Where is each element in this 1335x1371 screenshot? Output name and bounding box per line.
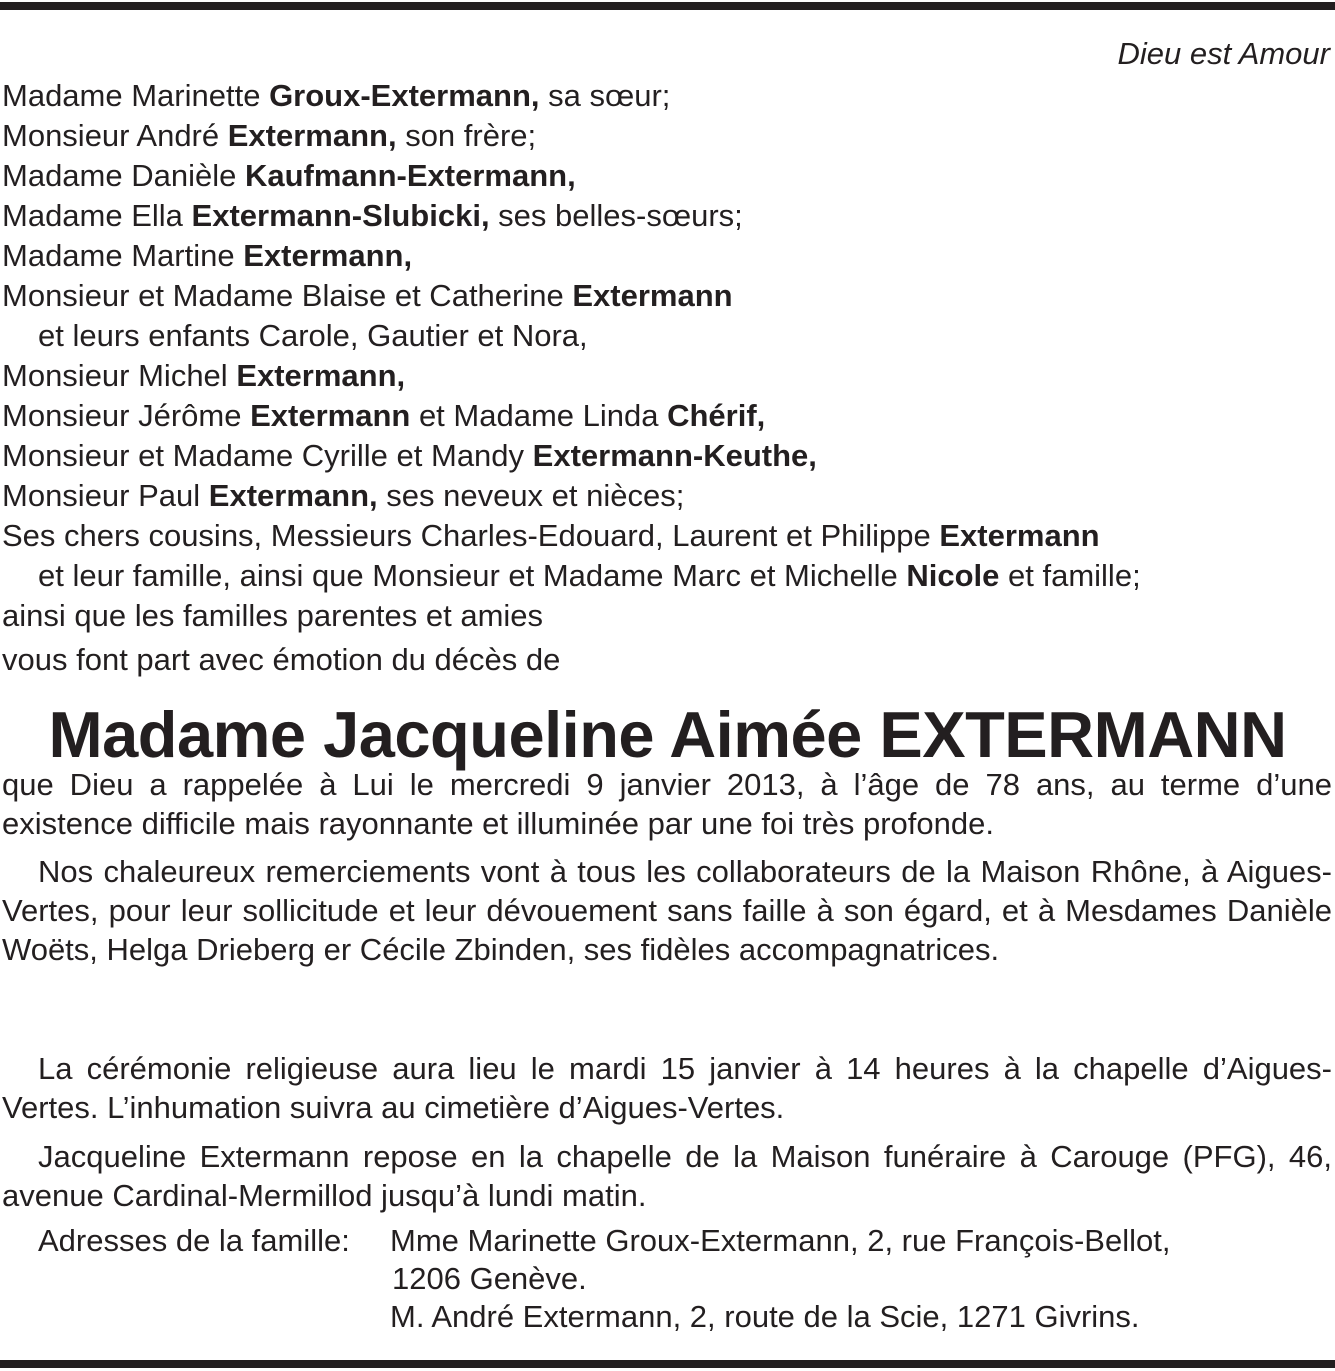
family-line [2, 116, 1332, 156]
bottom-rule [0, 1360, 1335, 1368]
family-text: et leur famille, ainsi que Monsieur et Madame Marc et Michelle [38, 558, 907, 593]
family-text: et Madame Linda [410, 398, 668, 433]
family-text: ses neveux et nièces; [377, 478, 685, 513]
family-name-bold: Chérif, [667, 398, 766, 433]
family-text: Monsieur et Madame Blaise et Catherine [2, 278, 573, 313]
address-line: Mme Marinette Groux-Extermann, 2, rue François-Bellot, [390, 1223, 1171, 1258]
address-line: M. André Extermann, 2, route de la Scie, 1271 Givrins. [390, 1299, 1140, 1334]
family-line [2, 276, 1332, 316]
family-text: Madame Danièle [2, 158, 245, 193]
family-text: Madame Martine [2, 238, 244, 273]
top-rule [0, 2, 1335, 10]
family-text: ainsi que les familles parentes et amies [2, 598, 544, 633]
family-line [2, 316, 1332, 356]
family-text: ses belles-sœurs; [489, 198, 743, 233]
family-text: Monsieur Jérôme [2, 398, 251, 433]
family-text: Madame Marinette [2, 78, 270, 113]
family-line [2, 436, 1332, 476]
family-name-bold: Extermann [572, 278, 733, 313]
addresses-lines [390, 1222, 1170, 1336]
family-text: et leurs enfants Carole, Gautier et Nora, [38, 318, 588, 353]
family-text: Ses chers cousins, Messieurs Charles-Edouard, Laurent et Philippe [2, 518, 940, 553]
deceased-name: Madame Jacqueline Aimée EXTERMANN [48, 698, 1287, 771]
addresses-label: Adresses de la famille: [38, 1223, 350, 1258]
family-line [2, 356, 1332, 396]
family-line [2, 236, 1332, 276]
family-name-bold: Extermann, [227, 118, 397, 153]
address-line: 1206 Genève. [392, 1261, 587, 1296]
family-name-bold: Extermann, [236, 358, 406, 393]
family-name-bold: Extermann-Slubicki, [191, 198, 490, 233]
thanks-paragraph: Nos chaleureux remerciements vont à tous les collaborateurs de la Maison Rhône, à Aigues-Vertes, pour leur sollicitude et leur dévouement sans faille à son égard, et à Mesdames Danièle Woëts, Helga Drieberg er Cécile Zbinden, ses fidèles accompagnatrices. [2, 854, 1332, 967]
family-text: Monsieur Michel [2, 358, 237, 393]
family-text: Monsieur et Madame Cyrille et Mandy [2, 438, 533, 473]
family-line [2, 516, 1332, 556]
family-text: Madame Ella [2, 198, 192, 233]
rest-paragraph: Jacqueline Extermann repose en la chapelle de la Maison funéraire à Carouge (PFG), 46, avenue Cardinal-Mermillod jusqu’à lundi matin. [2, 1139, 1332, 1213]
family-name-bold: Kaufmann-Extermann, [244, 158, 576, 193]
family-text: Monsieur André [2, 118, 228, 153]
family-line [2, 476, 1332, 516]
family-line [2, 556, 1332, 596]
family-name-bold: Extermann [939, 518, 1100, 553]
family-line [2, 196, 1332, 236]
family-name-bold: Extermann [250, 398, 411, 433]
family-line [2, 396, 1332, 436]
family-name-bold: Extermann-Keuthe, [532, 438, 817, 473]
epigraph: Dieu est Amour [1117, 36, 1330, 71]
family-text: sa sœur; [539, 78, 671, 113]
ceremony-paragraph: La cérémonie religieuse aura lieu le mardi 15 janvier à 14 heures à la chapelle d’Aigues-Vertes. L’inhumation suivra au cimetière d’Aigues-Vertes. [2, 1051, 1332, 1125]
family-text: son frère; [396, 118, 537, 153]
death-paragraph: que Dieu a rappelée à Lui le mercredi 9 janvier 2013, à l’âge de 78 ans, au terme d’une existence difficile mais rayonnante et illuminée par une foi très profonde. [2, 767, 1332, 841]
family-text: Monsieur Paul [2, 478, 209, 513]
announcement: vous font part avec émotion du décès de [2, 642, 561, 677]
family-name-bold: Extermann, [208, 478, 378, 513]
family-name-bold: Nicole [906, 558, 1000, 593]
family-text: et famille; [999, 558, 1141, 593]
family-name-bold: Extermann, [243, 238, 413, 273]
family-line [2, 596, 1332, 636]
family-list [2, 76, 1332, 636]
family-line [2, 76, 1332, 116]
family-name-bold: Groux-Extermann, [269, 78, 540, 113]
family-line [2, 156, 1332, 196]
